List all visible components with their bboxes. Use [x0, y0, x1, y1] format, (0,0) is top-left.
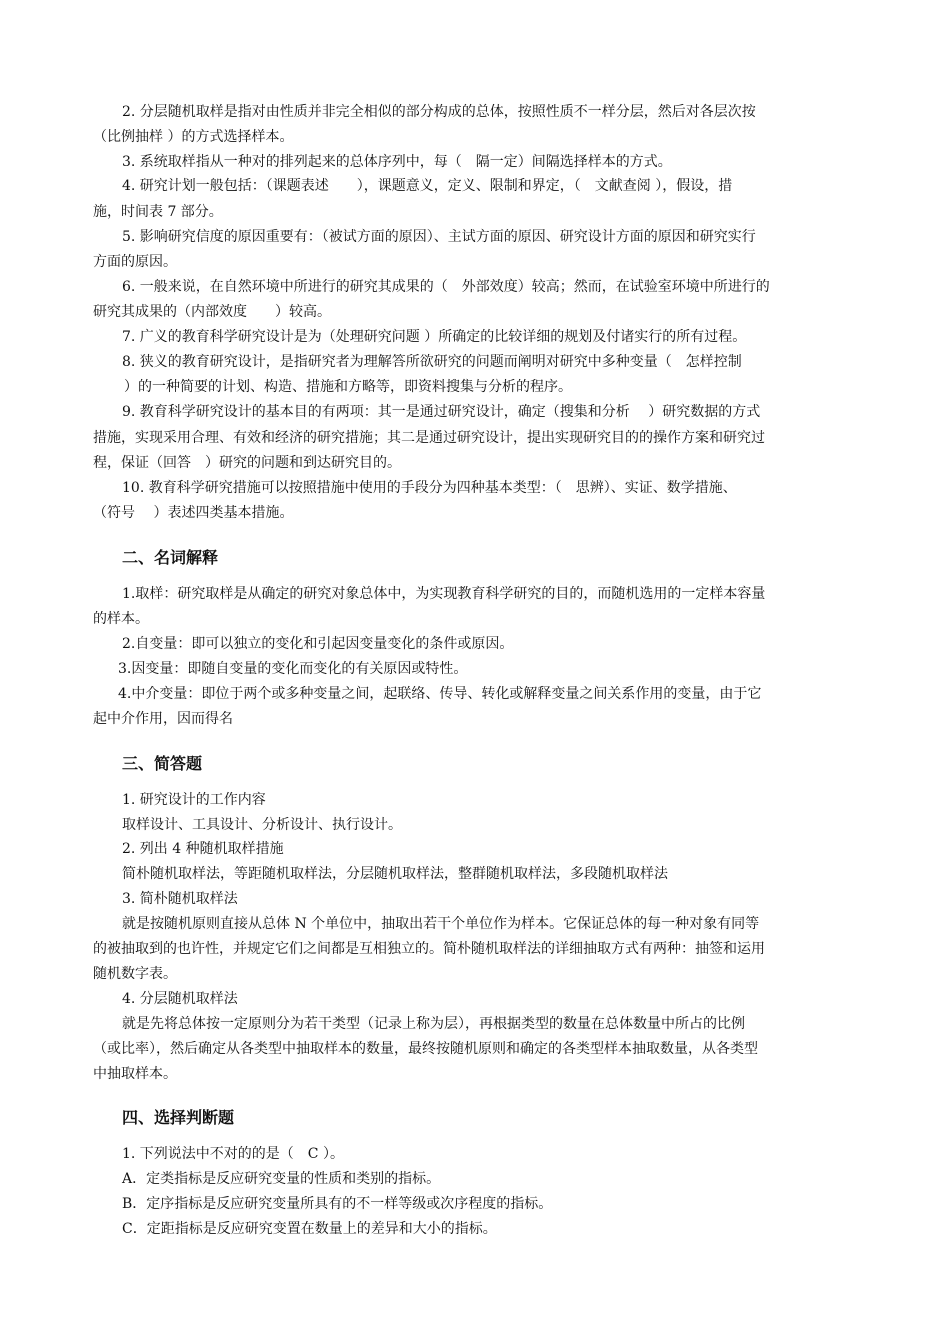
short-answer-a4-line-3: 中抽取样本。 — [93, 1066, 177, 1082]
short-answer-a1: 取样设计、工具设计、分析设计、执行设计。 — [122, 817, 402, 833]
section-3-heading: 三、简答题 — [122, 754, 203, 773]
fill-blank-2-line-1: 2. 分层随机取样是指对由性质并非完全相似的部分构成的总体，按照性质不一样分层，然后对各层次按 — [122, 104, 756, 120]
fill-blank-6-line-2: 研究其成果的（内部效度 ）较高。 — [93, 304, 331, 320]
fill-blank-6-line-1: 6. 一般来说，在自然环境中所进行的研究其成果的（ 外部效度）较高；然而，在试验室环境中所进行的 — [122, 279, 770, 295]
fill-blank-8-line-2: ）的一种简要的计划、构造、措施和方略等，即资料搜集与分析的程序。 — [110, 379, 572, 395]
fill-blank-9-line-2: 措施，实现采用合理、有效和经济的研究措施；其二是通过研究设计，提出实现研究目的的操作方案和研究过 — [93, 430, 765, 446]
short-answer-a4-line-1: 就是先将总体按一定原则分为若干类型（记录上称为层），再根据类型的数量在总体数量中所占的比例 — [122, 1016, 745, 1032]
section-2-heading: 二、名词解释 — [122, 548, 219, 567]
short-answer-a3-line-1: 就是按随机原则直接从总体 N 个单位中，抽取出若干个单位作为样本。它保证总体的每一种对象有同等 — [122, 916, 760, 932]
section-4-heading: 四、选择判断题 — [122, 1108, 235, 1127]
fill-blank-10-line-2: （符号 ）表述四类基本措施。 — [93, 505, 294, 521]
term-1-line-2: 的样本。 — [93, 611, 149, 627]
short-answer-a2: 简朴随机取样法，等距随机取样法，分层随机取样法，整群随机取样法，多段随机取样法 — [122, 866, 668, 882]
choice-option-a: A．定类指标是反应研究变量的性质和类别的指标。 — [122, 1171, 441, 1187]
short-answer-a3-line-3: 随机数字表。 — [93, 966, 177, 982]
fill-blank-4-line-1: 4. 研究计划一般包括：（课题表述 ），课题意义，定义、限制和界定，（ 文献查阅 ），假设，措 — [122, 178, 733, 194]
short-answer-a3-line-2: 的被抽取到的也许性，并规定它们之间都是互相独立的。简朴随机取样法的详细抽取方式有两种：抽签和运用 — [93, 941, 765, 957]
fill-blank-8-line-1: 8. 狭义的教育研究设计，是指研究者为理解答所欲研究的问题而阐明对研究中多种变量（ 怎样控制 — [122, 354, 742, 370]
short-answer-q2: 2. 列出 4 种随机取样措施 — [122, 841, 284, 857]
fill-blank-3-line-1: 3. 系统取样指从一种对的排列起来的总体序列中，每（ 隔一定）间隔选择样本的方式。 — [122, 154, 672, 170]
short-answer-q1: 1. 研究设计的工作内容 — [122, 792, 266, 808]
fill-blank-2-line-2: （比例抽样 ）的方式选择样本。 — [93, 129, 294, 145]
term-3: 3.因变量：即随自变量的变化而变化的有关原因或特性。 — [118, 661, 468, 677]
fill-blank-10-line-1: 10. 教育科学研究措施可以按照措施中使用的手段分为四种基本类型：（ 思辨）、实证、数学措施、 — [122, 480, 737, 496]
fill-blank-9-line-1: 9. 教育科学研究设计的基本目的有两项：其一是通过研究设计，确定（搜集和分析 ）研究数据的方式 — [122, 404, 761, 420]
short-answer-a4-line-2: （或比率），然后确定从各类型中抽取样本的数量，最终按随机原则和确定的各类型样本抽取数量，从各类型 — [93, 1041, 758, 1057]
choice-option-c: C．定距指标是反应研究变置在数量上的差异和大小的指标。 — [122, 1221, 497, 1237]
fill-blank-7-line-1: 7. 广义的教育科学研究设计是为（处理研究问题 ）所确定的比较详细的规划及付诸实行的所有过程。 — [122, 329, 747, 345]
short-answer-q3: 3. 简朴随机取样法 — [122, 891, 238, 907]
term-2: 2.自变量：即可以独立的变化和引起因变量变化的条件或原因。 — [122, 636, 514, 652]
fill-blank-5-line-1: 5. 影响研究信度的原因重要有：（被试方面的原因）、主试方面的原因、研究设计方面的原因和研究实行 — [122, 229, 756, 245]
choice-question-1: 1. 下列说法中不对的的是（ C ）。 — [122, 1146, 344, 1162]
term-4-line-1: 4.中介变量：即位于两个或多种变量之间，起联络、传导、转化或解释变量之间关系作用的变量，由于它 — [118, 686, 762, 702]
short-answer-q4: 4. 分层随机取样法 — [122, 991, 238, 1007]
term-1-line-1: 1.取样：研究取样是从确定的研究对象总体中，为实现教育科学研究的目的，而随机选用的一定样本容量 — [122, 586, 766, 602]
choice-option-b: B．定序指标是反应研究变量所具有的不一样等级或次序程度的指标。 — [122, 1196, 553, 1212]
term-4-line-2: 起中介作用，因而得名 — [93, 711, 233, 727]
fill-blank-4-line-2: 施，时间表 7 部分。 — [93, 204, 223, 220]
fill-blank-5-line-2: 方面的原因。 — [93, 254, 177, 270]
fill-blank-9-line-3: 程，保证（回答 ）研究的问题和到达研究目的。 — [93, 455, 401, 471]
